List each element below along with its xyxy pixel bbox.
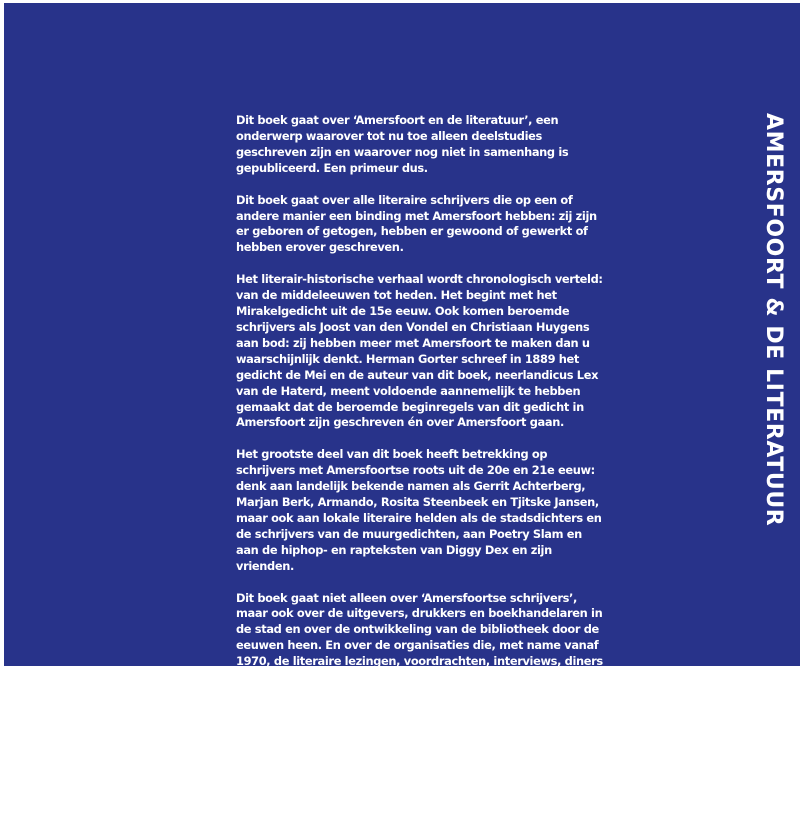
blurb-paragraph-4: Het grootste deel van dit boek heeft betrekking op schrijvers met Amersfoortse roots uit de 20e en 21e eeuw: denk aan landelijk bekende namen als Gerrit Achterberg, Marjan Berk, Armando, Rosita Steenbeek en Tjitske Jansen, maar ook aan lokale literaire helden als de stadsdichters en de schrijvers van de muurgedichten, aan Poetry Slam en aan de hiphop- en rapteksten van Diggy Dex en zijn vrienden. (236, 447, 602, 573)
blurb-paragraph-5: Dit boek gaat niet alleen over ‘Amersfoortse schrijvers’, maar ook over de uitgevers, drukkers en boekhandelaren in de stad en over de ontwikkeling van de bibliotheek door de eeuwen heen. En over de organisaties die, met name vanaf 1970, de literaire lezingen, voordrachten, interviews, diners en de Nacht van de literatuur organiseerden. (236, 590, 603, 685)
back-cover-blurb (236, 113, 606, 813)
blurb-paragraph-3: Het literair-historische verhaal wordt chronologisch verteld: van de middeleeuwen tot heden. Het begint met het Mirakelgedicht uit de 15e eeuw. Ook komen beroemde schrijvers als Joost van den Vondel en Christiaan Huygens aan bod: zij hebben meer met Amersfoort te maken dan u waarschijnlijk denkt. Herman Gorter schreef in 1889 het gedicht de Mei en de auteur van dit boek, neerlandicus Lex van de Haterd, meent voldoende aannemelijk te hebben gemaakt dat de beroemde beginregels van dit gedicht in Amersfoort zijn geschreven én over Amersfoort gaan. (236, 272, 603, 430)
blurb-paragraph-2: Dit boek gaat over alle literaire schrijvers die op een of andere manier een binding met Amersfoort hebben: zij zijn er geboren of getogen, hebben er gewoond of gewerkt of hebben erover geschreven. (236, 192, 597, 255)
blurb-paragraph-6: Bijna 300 (kleur)illustraties van heden en verleden tonen de diversiteit en de kwaliteit van de auteurs en van de literaire activiteiten met een Amersfoortse hartslag. Kortom: Amersfoort en de literatuur is een must read voor iedereen die van literatuur houdt, ook als hij niet uit Amersfoort komt. (236, 702, 604, 796)
spine (756, 113, 796, 527)
spine-title: AMERSFOORT & DE LITERATUUR (761, 113, 786, 527)
back-cover (4, 3, 800, 796)
blurb-paragraph-1: Dit boek gaat over ‘Amersfoort en de literatuur’, een onderwerp waarover tot nu toe alleen deelstudies geschreven zijn en waarover nog niet in samenhang is gepubliceerd. Een primeur dus. (236, 113, 569, 175)
